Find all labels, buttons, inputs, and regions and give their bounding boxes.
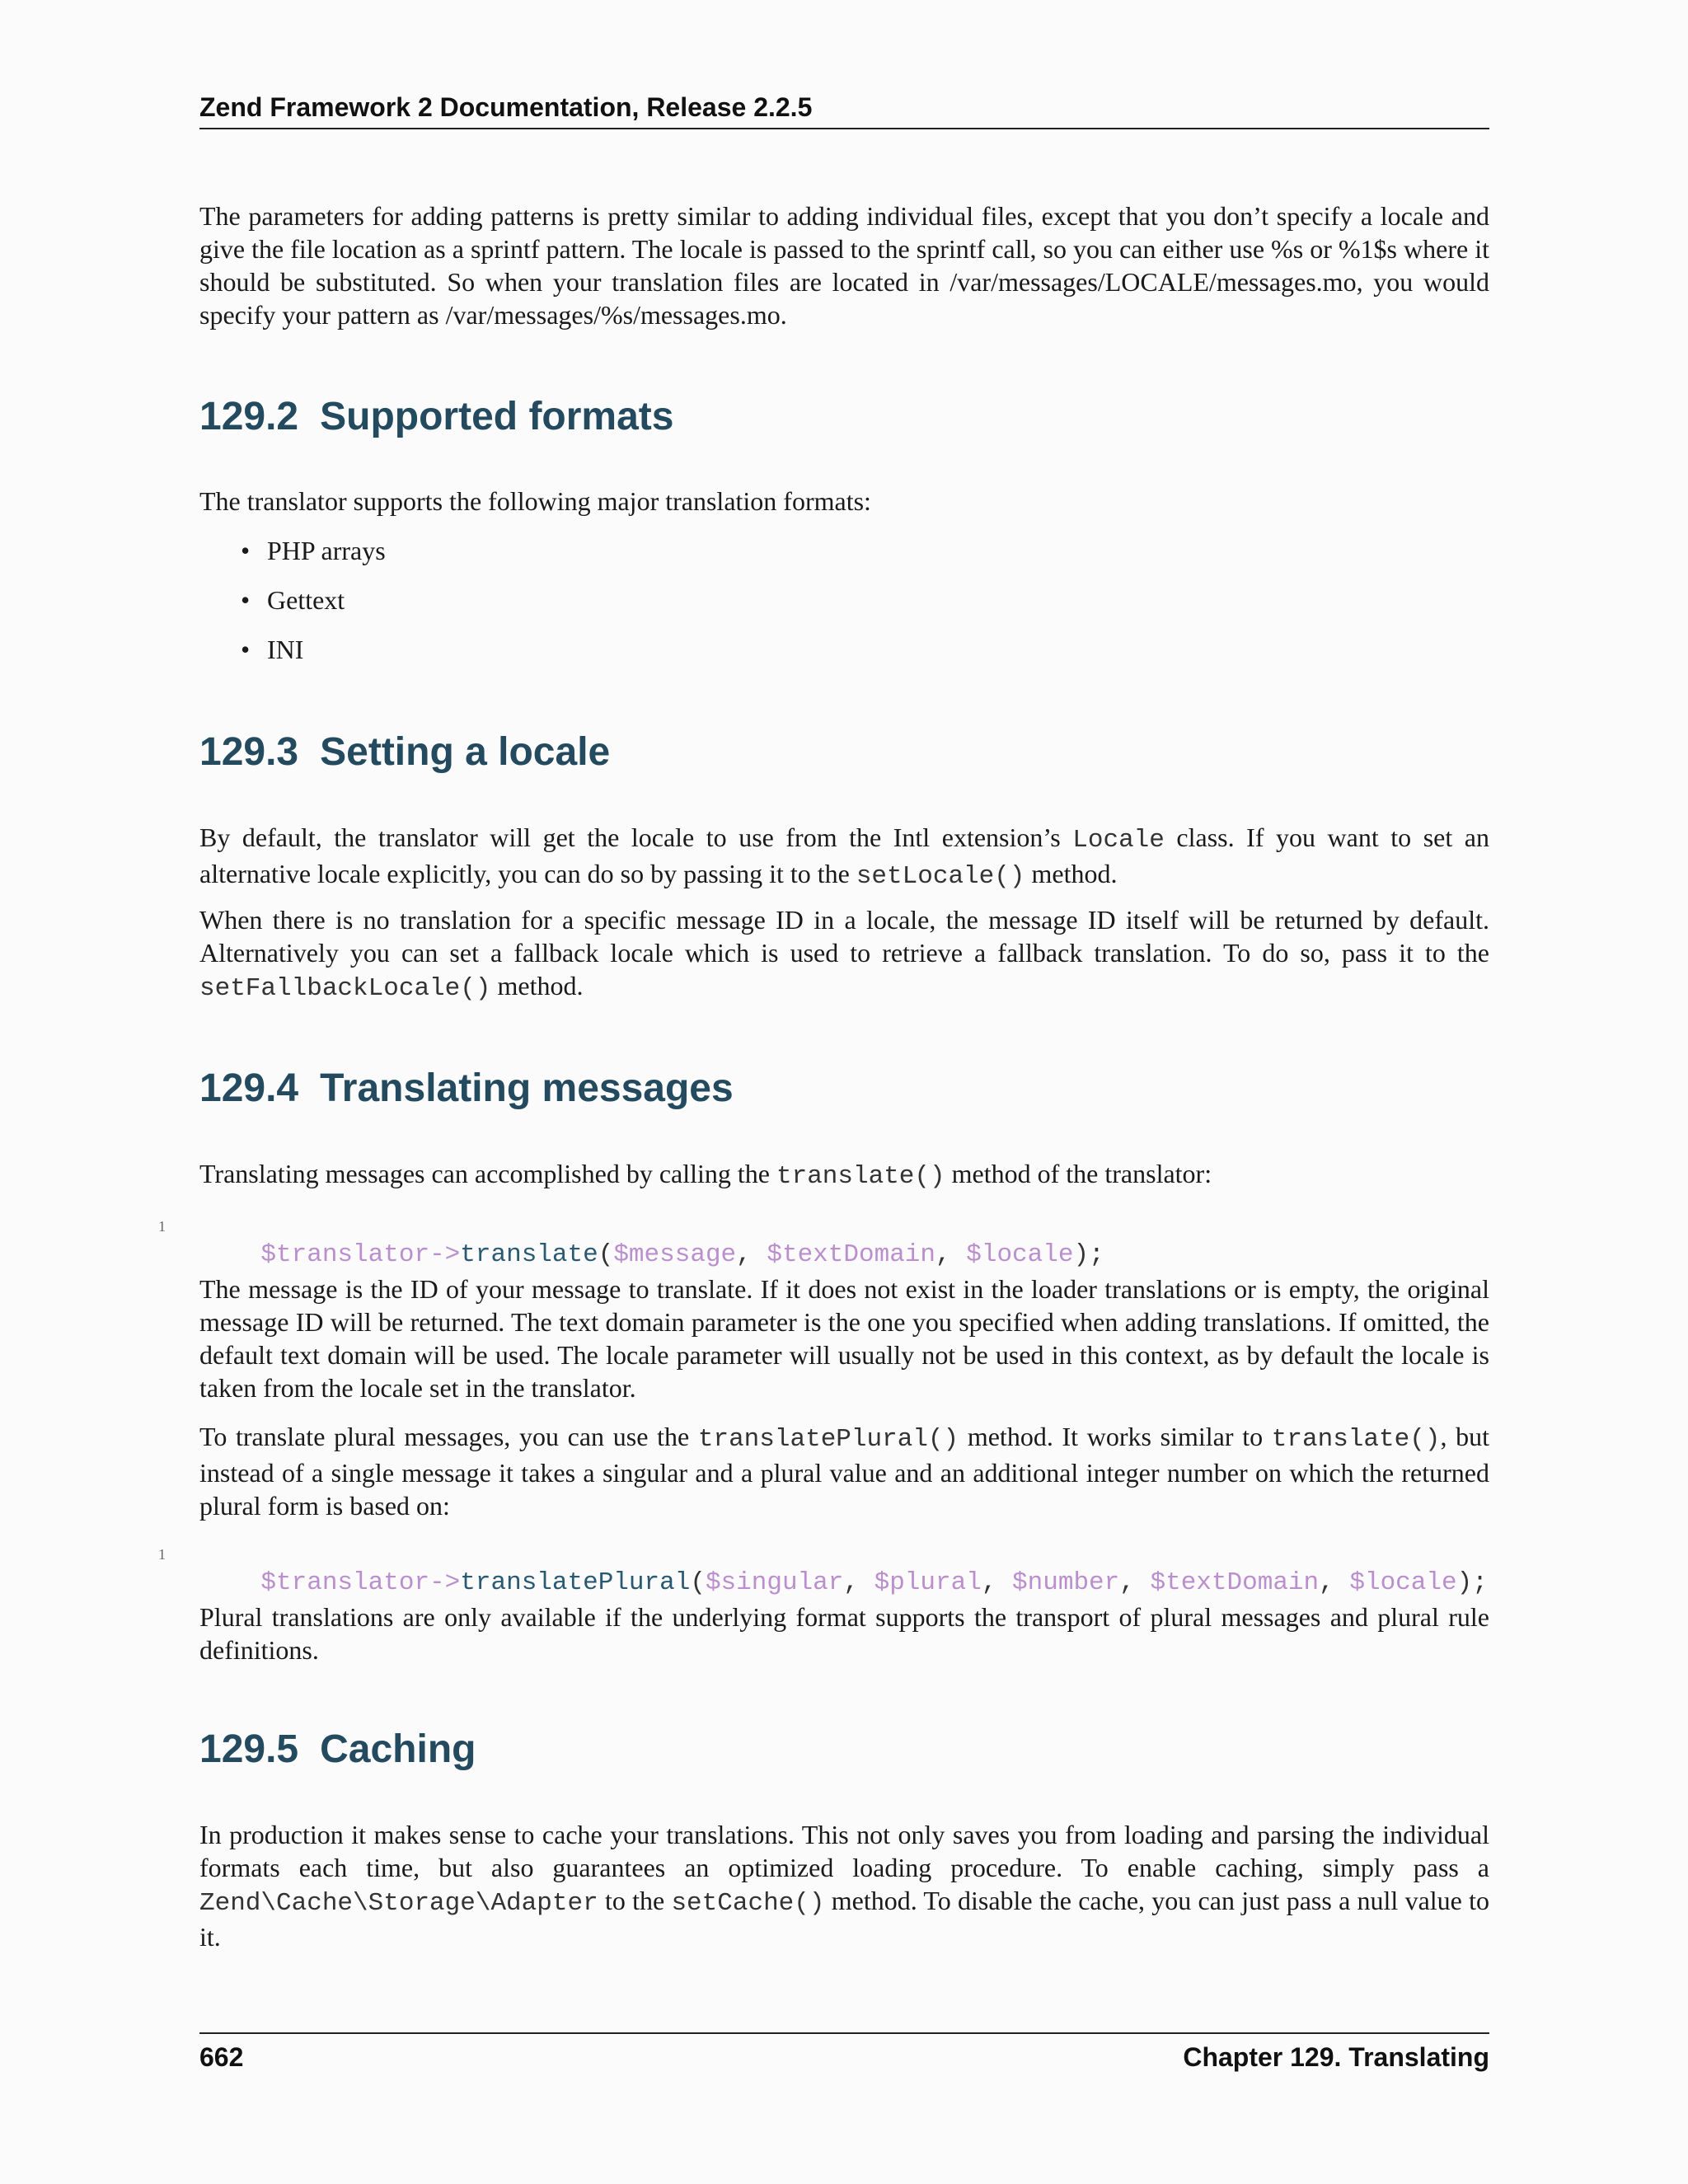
translating-paragraph-4-block bbox=[199, 1601, 1489, 1666]
section-title: Supported formats bbox=[320, 395, 674, 438]
running-header bbox=[199, 92, 1489, 129]
section-title: Caching bbox=[320, 1727, 476, 1771]
code-inline: translatePlural() bbox=[697, 1425, 959, 1454]
caching-paragraph-block bbox=[199, 1818, 1489, 1953]
section-title: Translating messages bbox=[320, 1066, 734, 1110]
list-item: • PHP arrays bbox=[241, 536, 386, 565]
code-inline: Locale bbox=[1072, 826, 1165, 855]
caching-paragraph: In production it makes sense to cache your translations. This not only saves you from loading and parsing the individual formats each time, but also guarantees an optimized loading procedure. To enable caching, simply pass a Zend\Cache\Storage\Adapter to the setCache() method. To disable the cache, you can just pass a null value to it. bbox=[199, 1820, 1490, 1952]
formats-intro: The translator supports the following major translation formats: bbox=[199, 486, 871, 516]
list-item: • Gettext bbox=[241, 585, 345, 615]
locale-paragraph-2-block bbox=[199, 903, 1489, 1005]
intro-paragraph-block bbox=[199, 199, 1489, 331]
document-page bbox=[158, 0, 1490, 2184]
locale-paragraph-2: When there is no translation for a specific message ID in a locale, the message ID itself will be returned by default. Alternatively you can set a fallback locale which is used to retrieve a fallback translation. To do so, pass it to the setFallbackLocale() method. bbox=[199, 905, 1489, 1003]
locale-paragraph-1: By default, the translator will get the locale to use from the Intl extension’s Locale class. If you want to set an alternative locale explicitly, you can do so by passing it to the setLocale() method. bbox=[199, 823, 1490, 891]
intro-paragraph: The parameters for adding patterns is pretty similar to adding individual files, except that you don’t specify a locale and give the file location as a sprintf pattern. The locale is passed to the sprintf call, so you can either use %s or %1$s where it should be substituted. So when your translation files are located in /var/messages/LOCALE/messages.mo, you would specify your pattern as /var/messages/%s/messages.mo. bbox=[199, 201, 1489, 330]
translating-paragraph-2-block bbox=[199, 1272, 1489, 1404]
section-heading-supported-formats bbox=[199, 394, 673, 439]
translating-paragraph-3-block bbox=[199, 1420, 1489, 1522]
section-number: 129.4 bbox=[199, 1066, 299, 1110]
formats-intro-block bbox=[199, 485, 1489, 518]
code-inline: Zend\Cache\Storage\Adapter bbox=[199, 1889, 598, 1918]
translating-paragraph-4: Plural translations are only available if the underlying format supports the transport of plural messages and plural rule definitions. bbox=[199, 1602, 1489, 1665]
code-inline: setCache() bbox=[671, 1889, 825, 1918]
section-heading-translating-messages bbox=[199, 1066, 734, 1111]
translating-paragraph-3: To translate plural messages, you can use the translatePlural() method. It works similar to translate(), but instead of a single message it takes a singular and a plural value and an additional integer number on which the returned plural form is based on: bbox=[199, 1422, 1490, 1521]
translating-paragraph-1: Translating messages can accomplished by calling the translate() method of the translator: bbox=[199, 1159, 1212, 1191]
locale-paragraph-1-block bbox=[199, 821, 1489, 893]
formats-list-block bbox=[199, 534, 1489, 682]
code-inline: setFallbackLocale() bbox=[199, 974, 491, 1003]
section-number: 129.2 bbox=[199, 395, 299, 438]
code-inline: setLocale() bbox=[856, 862, 1025, 891]
code-block-translate-plural: 1 $translator->translatePlural($singular, $plural, $number, $textDomain, $locale); bbox=[158, 1546, 1488, 1597]
page-number: 662 bbox=[199, 2042, 244, 2072]
code-inline: translate() bbox=[776, 1162, 945, 1191]
translating-paragraph-1-block bbox=[199, 1157, 1489, 1193]
section-title: Setting a locale bbox=[320, 730, 611, 774]
section-heading-setting-locale bbox=[199, 729, 610, 775]
section-number: 129.3 bbox=[199, 730, 299, 774]
translating-paragraph-2: The message is the ID of your message to translate. If it does not exist in the loader translations or is empty, the original message ID will be returned. The text domain parameter is the one you specified when adding translations. If omitted, the default text domain will be used. The locale parameter will usually not be used in this context, as by default the locale is taken from the locale set in the translator. bbox=[199, 1274, 1489, 1403]
running-footer bbox=[199, 2032, 1489, 2073]
section-heading-caching bbox=[199, 1727, 476, 1772]
line-number: 1 bbox=[158, 1218, 166, 1235]
line-number: 1 bbox=[158, 1546, 166, 1563]
code-inline: translate() bbox=[1271, 1425, 1441, 1454]
code-block-translate: 1 $translator->translate($message, $textDomain, $locale); bbox=[158, 1218, 1104, 1269]
section-number: 129.5 bbox=[199, 1727, 299, 1771]
header-title: Zend Framework 2 Documentation, Release 2.2.5 bbox=[199, 92, 813, 122]
chapter-title: Chapter 129. Translating bbox=[1183, 2042, 1489, 2072]
formats-list bbox=[199, 534, 1489, 666]
list-item: • INI bbox=[241, 635, 304, 664]
